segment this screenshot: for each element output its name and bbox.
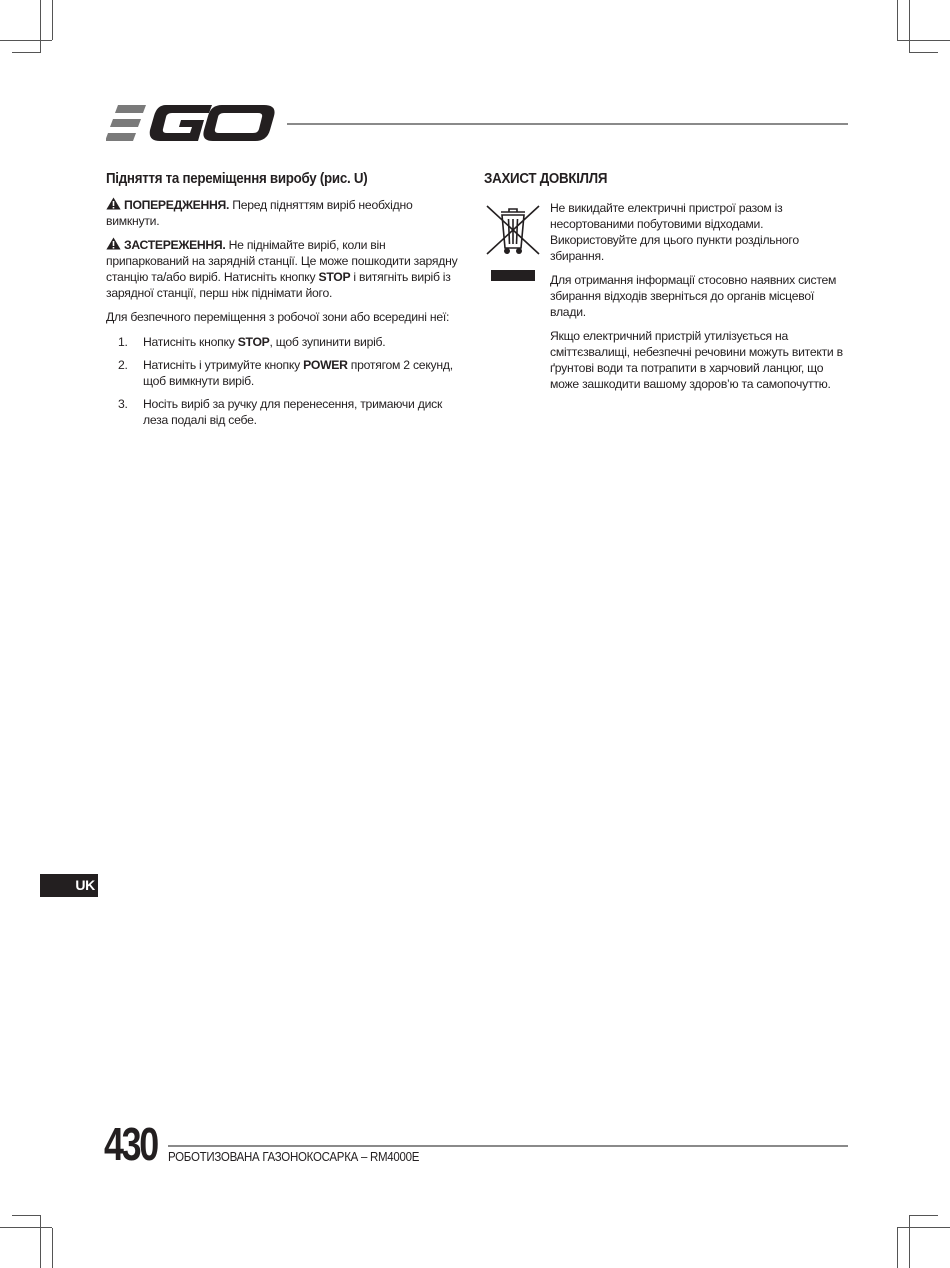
crop-mark	[897, 1227, 950, 1228]
crop-mark	[0, 40, 52, 41]
crossed-out-bin-icon	[484, 200, 542, 284]
crop-mark	[897, 0, 898, 40]
crop-mark	[897, 1228, 898, 1268]
steps-list	[106, 334, 468, 428]
step-text: Натисніть і утримуйте кнопку	[143, 358, 304, 372]
step-text-end: протягом 2 секунд, щоб вимкнути виріб.	[143, 358, 453, 388]
crop-mark	[52, 0, 53, 40]
warning-paragraph	[106, 197, 468, 229]
header-rule	[287, 123, 848, 125]
crop-mark	[909, 1216, 910, 1268]
list-item	[106, 334, 468, 350]
power-keyword: POWER	[303, 358, 348, 372]
step-number: 2.	[118, 358, 128, 372]
footer-rule	[168, 1145, 848, 1147]
stop-keyword: STOP	[237, 335, 270, 349]
language-tab: UK	[40, 874, 98, 897]
environment-paragraph: Не викидайте електричні пристрої разом із несортованими побутовими відходами. Використовуйте для цього пункти роздільного збирання.	[550, 201, 799, 263]
environment-paragraph: Якщо електричний пристрій утилізується на сміттєзвалищі, небезпечні речовини можуть витекти в ґрунтові води та потрапити в харчовий ланцюг, що може зашкодити вашому здоров’ю та самопочуттю.	[550, 329, 843, 391]
crop-mark	[40, 0, 41, 52]
crop-mark	[0, 1227, 52, 1228]
ego-logo	[106, 103, 276, 143]
caution-icon	[106, 237, 121, 250]
environment-section	[484, 171, 850, 400]
stop-keyword: STOP	[318, 270, 351, 284]
list-item	[106, 396, 468, 428]
intro-paragraph: Для безпечного переміщення з робочої зони або всередині неї:	[106, 310, 450, 324]
crop-mark	[12, 52, 41, 53]
crop-mark	[909, 1215, 938, 1216]
warning-icon	[106, 197, 121, 210]
page-number: 430	[104, 1118, 157, 1170]
crop-mark	[12, 1215, 41, 1216]
caution-label: ЗАСТЕРЕЖЕННЯ.	[124, 238, 226, 252]
warning-text: Перед підняттям виріб необхідно вимкнути.	[106, 198, 413, 228]
footer-title: РОБОТИЗОВАНА ГАЗОНОКОСАРКА – RM4000E	[168, 1150, 420, 1164]
crop-mark	[52, 1228, 53, 1268]
step-text: Носіть виріб за ручку для перенесення, тримаючи диск леза подалі від себе.	[143, 397, 443, 427]
crop-mark	[909, 0, 910, 52]
section-heading-environment: ЗАХИСТ ДОВКІЛЛЯ	[484, 171, 608, 187]
list-item	[106, 357, 468, 389]
section-heading-lifting: Підняття та переміщення виробу (рис. U)	[106, 171, 368, 187]
crop-mark	[909, 52, 938, 53]
step-number: 3.	[118, 397, 128, 411]
step-text: Натисніть кнопку	[143, 335, 238, 349]
warning-label: ПОПЕРЕДЖЕННЯ.	[124, 198, 230, 212]
environment-text	[550, 200, 850, 392]
caution-text-end: і витягніть виріб із зарядної станції, перш ніж піднімати його.	[106, 270, 451, 300]
crop-mark	[897, 40, 950, 41]
environment-paragraph: Для отримання інформації стосовно наявних систем збирання відходів зверніться до органів місцевої влади.	[550, 273, 837, 319]
lifting-section	[106, 171, 468, 435]
crop-mark	[40, 1216, 41, 1268]
caution-text: Не піднімайте виріб, коли він припаркований на зарядній станції. Це може пошкодити зарядну станцію та/або виріб. Натисніть кнопку	[106, 238, 458, 284]
caution-paragraph	[106, 237, 468, 301]
step-number: 1.	[118, 335, 128, 349]
step-text-end: , щоб зупинити виріб.	[269, 335, 386, 349]
